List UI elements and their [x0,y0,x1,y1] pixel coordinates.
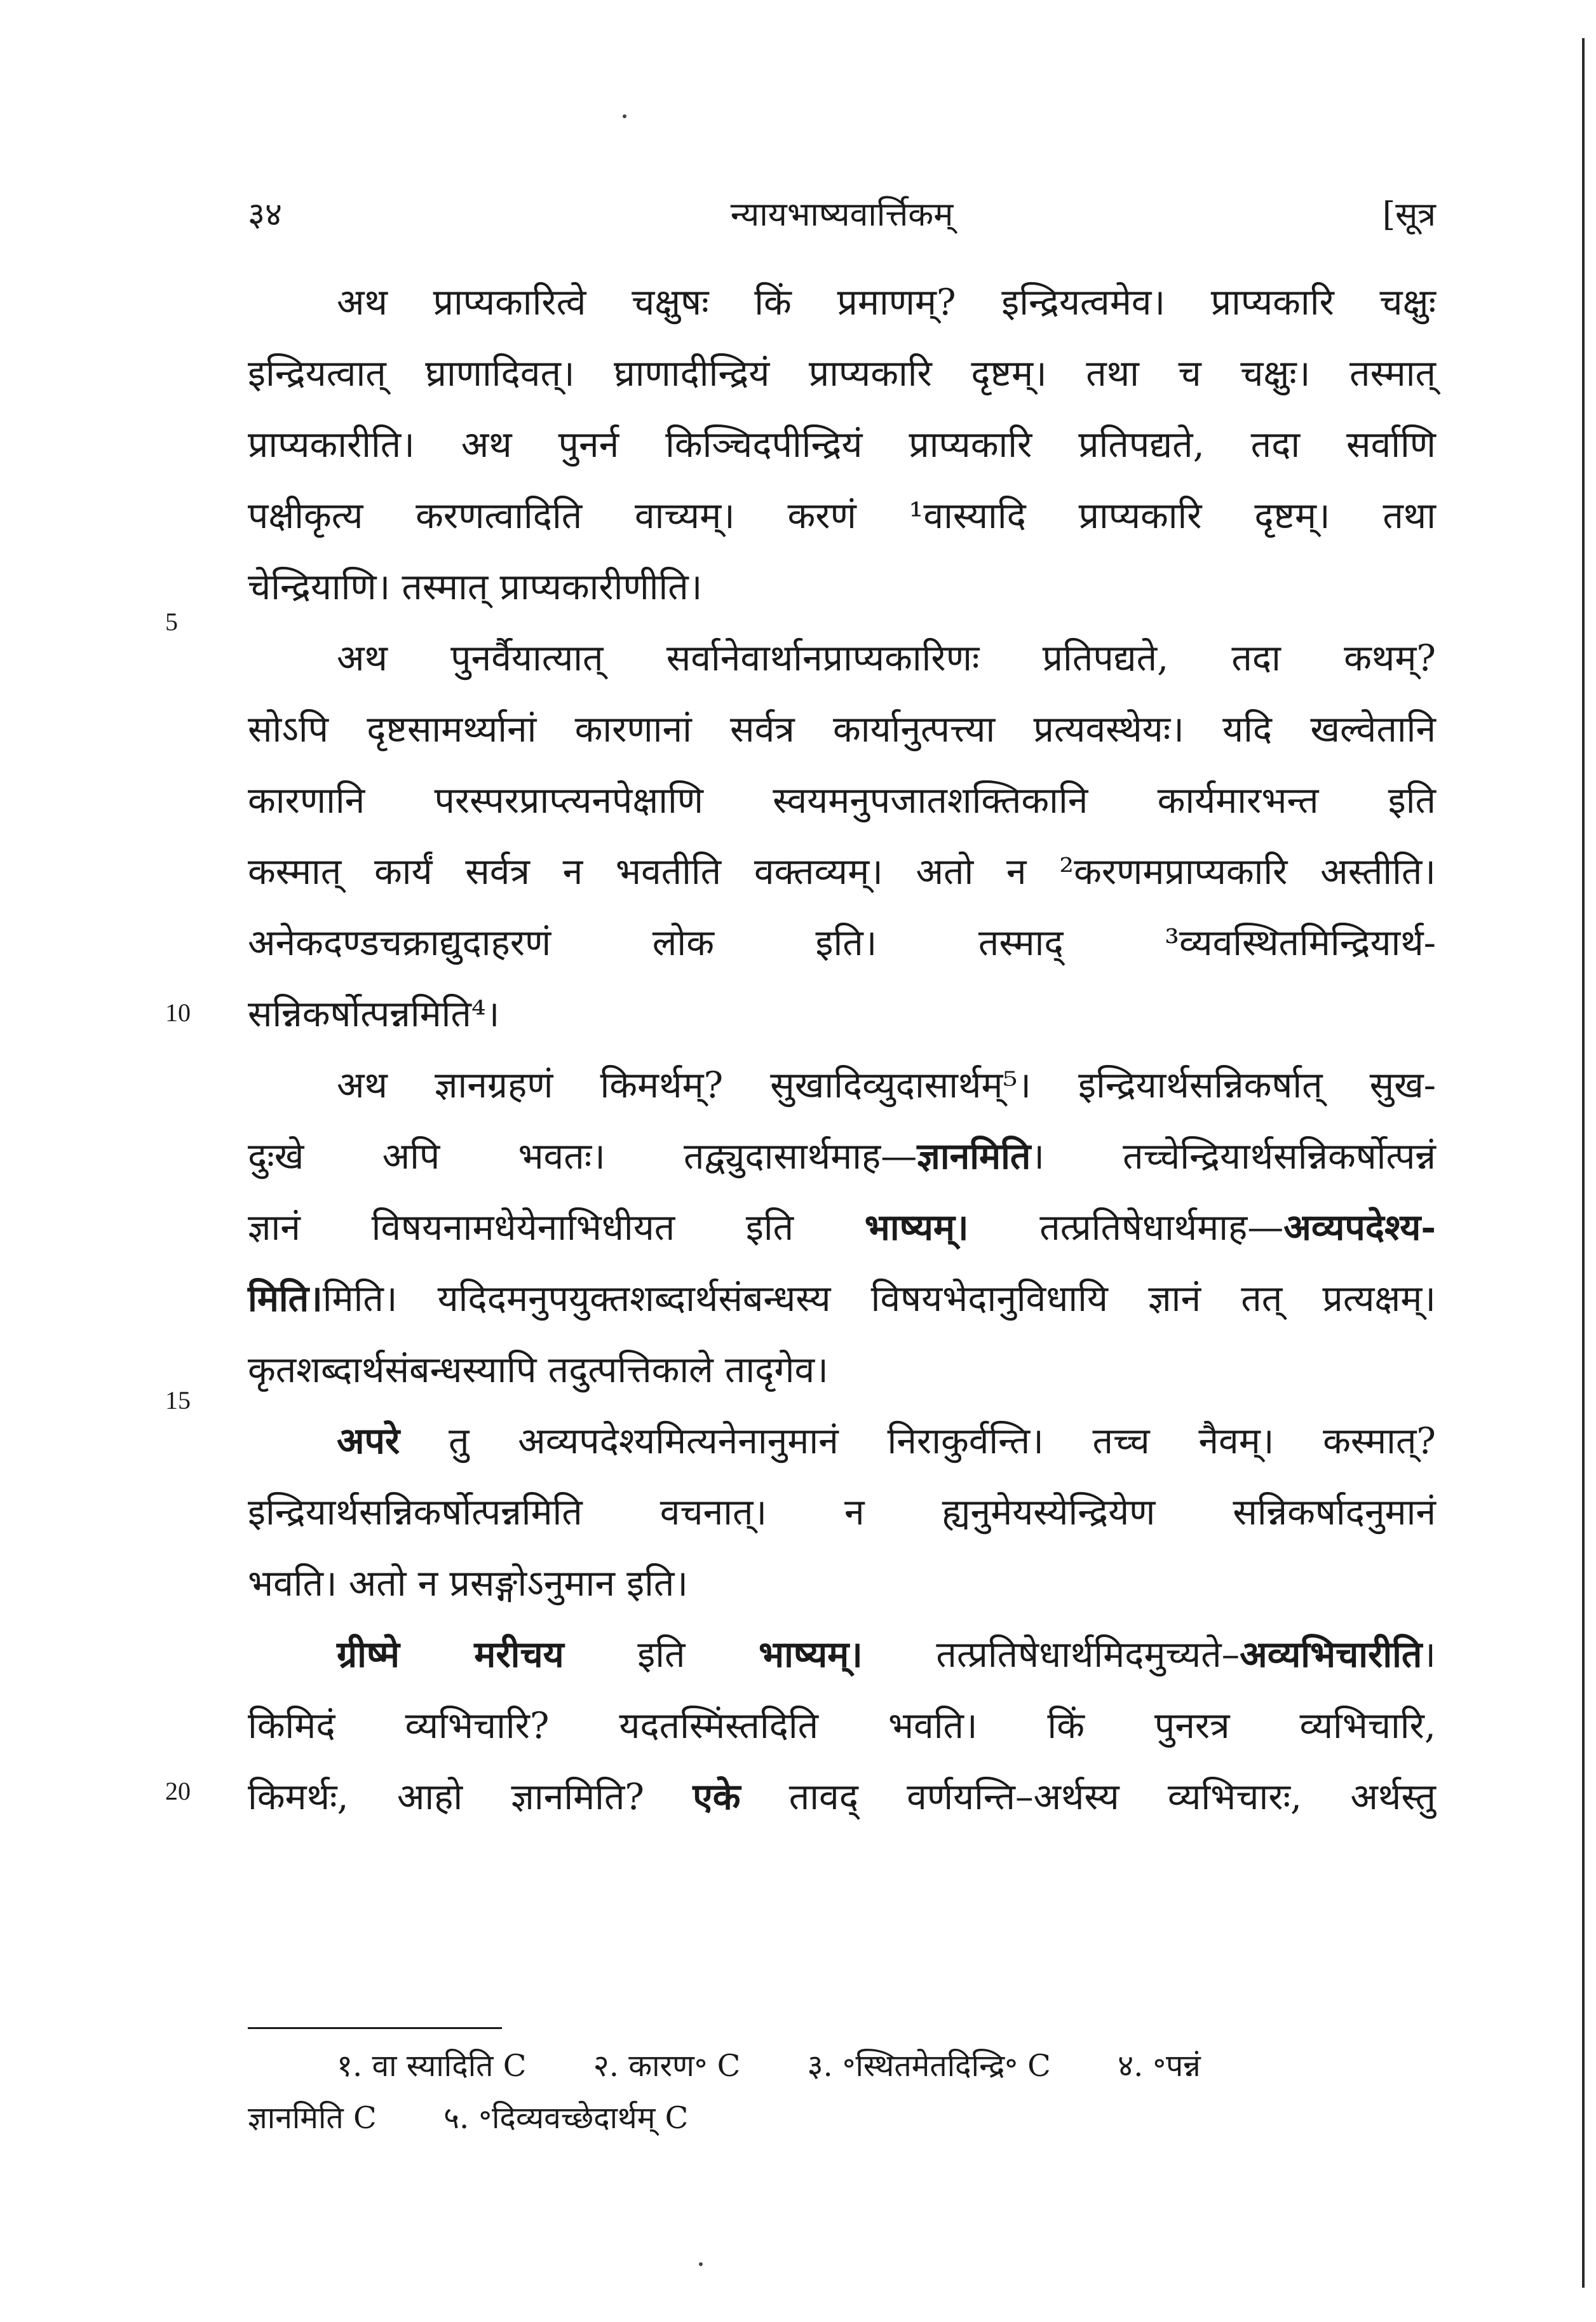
scan-speck [623,114,626,118]
text-line: इन्द्रियार्थसन्निकर्षोत्पन्नमिति वचनात्। न ह्यनुमेयस्येन्द्रियेण सन्निकर्षादनुमानं [248,1491,1436,1533]
footnote: ज्ञानमिति C [248,2100,377,2136]
footnote: ३. ॰स्थितमेतदिन्द्रि॰ C [807,2048,1051,2084]
text-line [248,1762,1436,1833]
bold-term: अव्यभिचारीति [1240,1633,1423,1676]
text-line [248,1619,1436,1690]
bold-term: ज्ञानमिति [917,1135,1031,1178]
text-segment: ज्ञानं विषयनामधेयेनाभिधीयत इति [248,1207,865,1249]
footnote: ५. ॰दिव्यवच्छेदार्थम् C [443,2100,689,2136]
text-line: अथ ज्ञानग्रहणं किमर्थम्? सुखादिव्युदासार्थम्⁵। इन्द्रियार्थसन्निकर्षात् सुख- [337,1064,1436,1106]
line-number: 10 [165,998,191,1027]
footnote-rule [248,2027,502,2029]
bold-term: भाष्यम्। [759,1633,863,1676]
text-line: कारणानि परस्परप्राप्त्यनपेक्षाणि स्वयमनुपजातशक्तिकानि कार्यमारभन्त इति [248,780,1436,822]
scan-speck [699,2262,703,2266]
text-line: चेन्द्रियाणि। तस्मात् प्राप्यकारीणीति। [248,566,703,608]
text-line: भवति। अतो न प्रसङ्गोऽनुमान इति। [248,1563,688,1605]
bold-term: ग्रीष्मे मरीचय [337,1633,564,1676]
text-segment: तत्प्रतिषेधार्थमाह— [968,1207,1284,1249]
footnote-line [248,2092,1436,2144]
text-segment: तु अव्यपदेश्यमित्यनेनानुमानं निराकुर्वन्ति। तच्च नैवम्। कस्मात्? [400,1420,1436,1462]
bold-term: एके [693,1775,741,1818]
bold-term: अपरे [337,1420,400,1462]
page-number: ३४ [248,196,283,234]
paragraph [248,267,1436,623]
line-number: 5 [165,608,178,636]
text-line: अनेकदण्डचक्राद्युदाहरणं लोक इति। तस्माद् ³व्यवस्थितमिन्द्रियार्थ- [248,922,1436,964]
bold-term: मिति। [248,1277,323,1320]
paragraph [248,1619,1436,1833]
text-segment: किमर्थः, आहो ज्ञानमिति? [248,1776,693,1818]
main-text [248,267,1436,1833]
paragraph [248,623,1436,1050]
footnote: २. कारण॰ C [593,2048,741,2084]
text-line: कस्मात् कार्यं सर्वत्र न भवतीति वक्तव्यम्। अतो न ²करणमप्राप्यकारि अस्तीति। [248,851,1436,893]
footnotes [248,2040,1436,2144]
bold-term: भाष्यम्। [864,1206,969,1249]
footnote: ४. ॰पन्नं [1118,2048,1201,2084]
text-line [248,1263,1436,1334]
section-marker: [सूत्र [1382,196,1436,234]
text-line: किमिदं व्यभिचारि? यदतस्मिंस्तदिति भवति। किं पुनरत्र व्यभिचारि, [248,1705,1436,1747]
text-line: सन्निकर्षोत्पन्नमिति⁴। [248,993,500,1035]
paragraph [248,1406,1436,1619]
running-header [248,191,1436,248]
text-line [248,1121,1436,1192]
text-line: अथ प्राप्यकारित्वे चक्षुषः किं प्रमाणम्? इन्द्रियत्वमेव। प्राप्यकारि चक्षुः [337,282,1436,323]
line-number: 15 [165,1386,191,1415]
text-segment: दुःखे अपि भवतः। तद्व्युदासार्थमाह— [248,1136,917,1178]
text-segment: । [1422,1634,1436,1676]
text-segment: । तच्चेन्द्रियार्थसन्निकर्षोत्पन्नं [1031,1136,1436,1178]
text-line: इन्द्रियत्वात् घ्राणादिवत्। घ्राणादीन्द्रियं प्राप्यकारि दृष्टम्। तथा च चक्षुः। तस्मात् [248,353,1436,395]
text-line [248,1406,1436,1477]
text-line: सोऽपि दृष्टसामर्थ्यानां कारणानां सर्वत्र कार्यानुत्पत्त्या प्रत्यवस्थेयः। यदि खल्वेतानि [248,709,1436,750]
scan-edge-line [1582,38,1585,2288]
bold-term: अव्यपदेश्य- [1283,1206,1436,1249]
paragraph [248,1050,1436,1406]
footnote-line [248,2040,1436,2092]
text-line: प्राप्यकारीति। अथ पुनर्न किञ्चिदपीन्द्रियं प्राप्यकारि प्रतिपद्यते, तदा सर्वाणि [248,424,1436,466]
text-line [248,1192,1436,1263]
running-title: न्यायभाष्यवार्त्तिकम् [730,196,954,234]
text-line: अथ पुनर्वैयात्यात् सर्वानेवार्थानप्राप्यकारिणः प्रतिपद्यते, तदा कथम्? [337,637,1436,679]
text-line: कृतशब्दार्थसंबन्धस्यापि तदुत्पत्तिकाले तादृगेव। [248,1349,828,1391]
text-segment: इति [564,1634,759,1676]
text-segment: मिति। यदिदमनुपयुक्तशब्दार्थसंबन्धस्य विषयभेदानुविधायि ज्ञानं तत् प्रत्यक्षम्। [322,1278,1436,1320]
text-line: पक्षीकृत्य करणत्वादिति वाच्यम्। करणं ¹वास्यादि प्राप्यकारि दृष्टम्। तथा [248,495,1436,537]
line-number: 20 [165,1777,191,1805]
text-segment: तत्प्रतिषेधार्थमिदमुच्यते– [862,1634,1240,1676]
footnote: १. वा स्यादिति C [337,2048,527,2084]
text-segment: तावद् वर्णयन्ति–अर्थस्य व्यभिचारः, अर्थस्तु [740,1776,1437,1818]
